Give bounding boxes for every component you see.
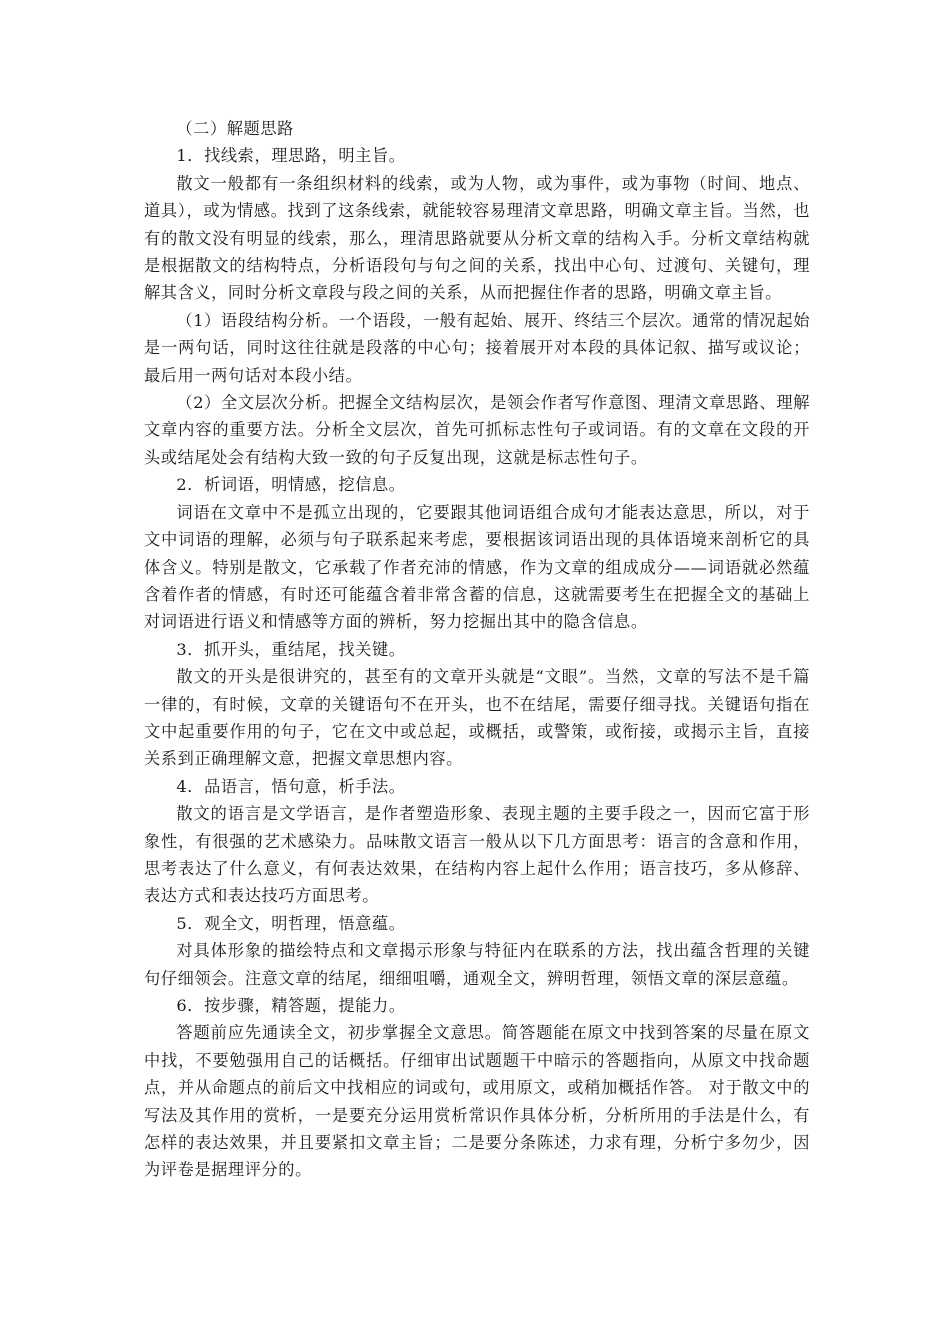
item-6-heading: 6．按步骤，精答题，提能力。	[176, 996, 406, 1015]
item-1-heading: 1．找线索，理思路，明主旨。	[176, 146, 406, 166]
item-1-paragraph-1: 散文一般都有一条组织材料的线索，或为人物，或为事件，或为事物（时间、地点、道具），或为情感。找到了这条线索，就能较容易理清文章思路，明确文章主旨。当然，也有的散文没有明显的线索，那么，理清思路就要从分析文章的结构入手。分析文章结构就是根据散文的结构特点，分析语段句与句之间的关系，找出中心句、过渡句、关键句，理解其含义，同时分析文章段与段之间的关系，从而把握住作者的思路，明确文章主旨。	[144, 173, 810, 303]
item-5-heading: 5．观全文，明哲理，悟意蕴。	[176, 913, 406, 933]
item-4-paragraph-1: 散文的语言是文学语言，是作者塑造形象、表现主题的主要手段之一，因而它富于形象性，有很强的艺术感染力。品味散文语言一般从以下几方面思考：语言的含意和作用，思考表达了什么意义，有何表达效果，在结构内容上起什么作用；语言技巧，多从修辞、表达方式和表达技巧方面思考。	[144, 804, 810, 906]
item-6-paragraph-1: 答题前应先通读全文，初步掌握全文意思。简答题能在原文中找到答案的尽量在原文中找，不要勉强用自己的话概括。仔细审出试题题干中暗示的答题指向，从原文中找命题点，并从命题点的前后文中找相应的词或句，或用原文，或稍加概括作答。 对于散文中的写法及其作用的赏析，一是要充分运用赏析常识作具体分析，分析所用的手法是什么，有怎样的表达效果，并且要紧扣文章主旨；二是要分条陈述，力求有理，分析宁多勿少，因为评卷是据理评分的。	[144, 1023, 810, 1180]
item-3-heading: 3．抓开头，重结尾，找关键。	[176, 639, 406, 659]
item-4-heading: 4．品语言，悟句意，析手法。	[176, 776, 406, 796]
item-2-paragraph-1: 词语在文章中不是孤立出现的，它要跟其他词语组合成句才能表达意思，所以，对于文中词语的理解，必须与句子联系起来考虑，要根据该词语出现的具体语境来剖析它的具体含义。特别是散文，它承载了作者充沛的情感，作为文章的组成成分——词语就必然蕴含着作者的情感，有时还可能蕴含着非常含蓄的信息，这就需要考生在把握全文的基础上对词语进行语义和情感等方面的辨析，努力挖掘出其中的隐含信息。	[144, 502, 810, 632]
section-title: （二）解题思路	[176, 119, 294, 138]
item-5-paragraph-1: 对具体形象的描绘特点和文章揭示形象与特征内在联系的方法，找出蕴含哲理的关键句仔细领会。注意文章的结尾，细细咀嚼，通观全文，辨明哲理，领悟文章的深层意蕴。	[144, 941, 810, 988]
document-body	[144, 115, 810, 1184]
item-3-paragraph-1: 散文的开头是很讲究的，甚至有的文章开头就是“文眼”。当然，文章的写法不是千篇一律的，有时候，文章的关键语句不在开头，也不在结尾，需要仔细寻找。关键语句指在文中起重要作用的句子，它在文中或总起，或概括，或警策，或衔接，或揭示主旨，直接关系到正确理解文意，把握文章思想内容。	[144, 667, 810, 769]
item-1-paragraph-3: （2）全文层次分析。把握全文结构层次，是领会作者写作意图、理清文章思路、理解文章内容的重要方法。分析全文层次，首先可抓标志性句子或词语。有的文章在文段的开头或结尾处会有结构大致一致的句子反复出现，这就是标志性句子。	[144, 393, 810, 467]
item-2-heading: 2．析词语，明情感，挖信息。	[176, 475, 406, 495]
item-1-paragraph-2: （1）语段结构分析。一个语段，一般有起始、展开、终结三个层次。通常的情况起始是一两句话，同时这往往就是段落的中心句；接着展开对本段的具体记叙、描写或议论；最后用一两句话对本段小结。	[144, 310, 810, 385]
